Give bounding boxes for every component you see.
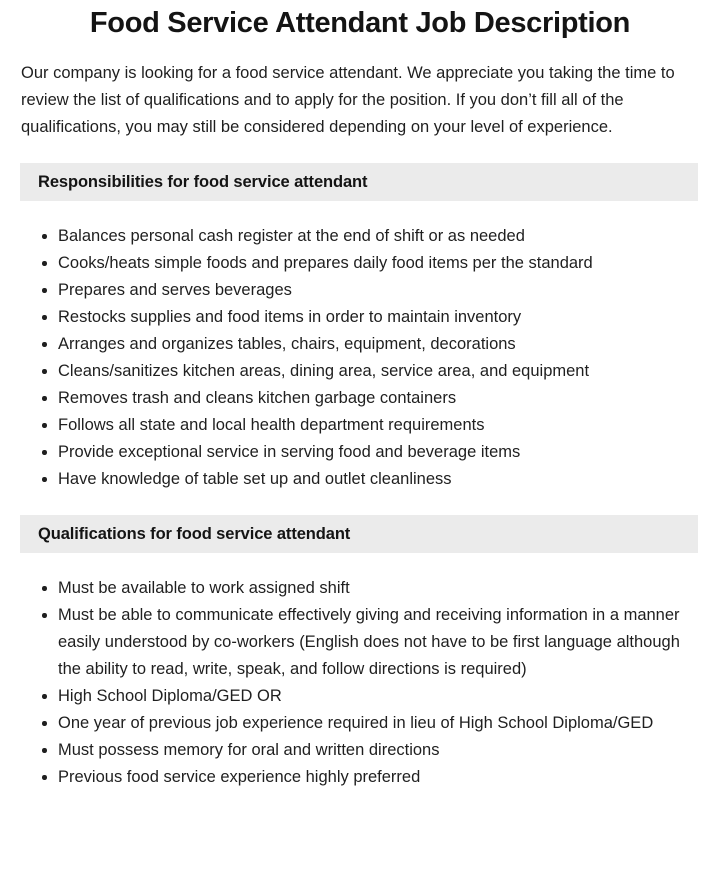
bullet-dot-icon bbox=[42, 342, 47, 347]
bullet-dot-icon bbox=[42, 586, 47, 591]
bullet-dot-icon bbox=[42, 694, 47, 699]
list-item bbox=[0, 277, 720, 304]
list-item-text: One year of previous job experience required in lieu of High School Diploma/GED bbox=[58, 714, 654, 732]
bullet-dot-icon bbox=[42, 261, 47, 266]
list-item bbox=[0, 304, 720, 331]
bullet-dot-icon bbox=[42, 748, 47, 753]
section-heading-label: Responsibilities for food service attendant bbox=[38, 173, 368, 191]
list-item-text: Must be available to work assigned shift bbox=[58, 579, 350, 597]
list-item-text: Cooks/heats simple foods and prepares daily food items per the standard bbox=[58, 254, 593, 272]
list-item-text: Must possess memory for oral and written directions bbox=[58, 741, 440, 759]
bullet-dot-icon bbox=[42, 721, 47, 726]
responsibilities-list bbox=[0, 201, 720, 493]
section-qualifications bbox=[0, 515, 720, 791]
list-item-text: Provide exceptional service in serving food and beverage items bbox=[58, 443, 521, 461]
list-item bbox=[0, 575, 720, 602]
list-item bbox=[0, 412, 720, 439]
list-item bbox=[0, 683, 720, 710]
page-title: Food Service Attendant Job Description bbox=[89, 7, 631, 39]
list-item-text: Restocks supplies and food items in order to maintain inventory bbox=[58, 308, 522, 326]
list-item bbox=[0, 223, 720, 250]
list-item bbox=[0, 439, 720, 466]
section-header-qualifications bbox=[20, 515, 698, 553]
bullet-dot-icon bbox=[42, 450, 47, 455]
bullet-dot-icon bbox=[42, 775, 47, 780]
bullet-dot-icon bbox=[42, 423, 47, 428]
list-item-text: High School Diploma/GED OR bbox=[58, 687, 282, 705]
section-responsibilities bbox=[0, 163, 720, 493]
intro-paragraph: Our company is looking for a food service attendant. We appreciate you taking the time to review the list of qualifications and to apply for the position. If you don’t fill all of the qualifications, you may still be considered depending on your level of experience. bbox=[21, 64, 675, 136]
list-item-text: Must be able to communicate effectively giving and receiving information in a manner easily understood by co-workers (English does not have to be first language although the ability to read, write, speak, and follow directions is required) bbox=[58, 606, 680, 678]
list-item-text: Follows all state and local health department requirements bbox=[58, 416, 485, 434]
list-item-text: Previous food service experience highly preferred bbox=[58, 768, 421, 786]
bullet-dot-icon bbox=[42, 396, 47, 401]
bullet-dot-icon bbox=[42, 369, 47, 374]
qualifications-list bbox=[0, 553, 720, 791]
list-item bbox=[0, 764, 720, 791]
bullet-dot-icon bbox=[42, 315, 47, 320]
list-item-text: Removes trash and cleans kitchen garbage containers bbox=[58, 389, 457, 407]
list-item-text: Cleans/sanitizes kitchen areas, dining area, service area, and equipment bbox=[58, 362, 590, 380]
section-header-responsibilities bbox=[20, 163, 698, 201]
list-item bbox=[0, 602, 720, 683]
bullet-dot-icon bbox=[42, 234, 47, 239]
bullet-dot-icon bbox=[42, 288, 47, 293]
list-item-text: Balances personal cash register at the end of shift or as needed bbox=[58, 227, 525, 245]
list-item bbox=[0, 710, 720, 737]
list-item-text: Arranges and organizes tables, chairs, equipment, decorations bbox=[58, 335, 516, 353]
list-item-text: Prepares and serves beverages bbox=[58, 281, 292, 299]
bullet-dot-icon bbox=[42, 477, 47, 482]
list-item bbox=[0, 331, 720, 358]
bullet-dot-icon bbox=[42, 613, 47, 618]
section-heading-label: Qualifications for food service attendant bbox=[38, 525, 351, 543]
list-item bbox=[0, 385, 720, 412]
list-item bbox=[0, 737, 720, 764]
list-item-text: Have knowledge of table set up and outlet cleanliness bbox=[58, 470, 452, 488]
list-item bbox=[0, 250, 720, 277]
list-item bbox=[0, 466, 720, 493]
list-item bbox=[0, 358, 720, 385]
